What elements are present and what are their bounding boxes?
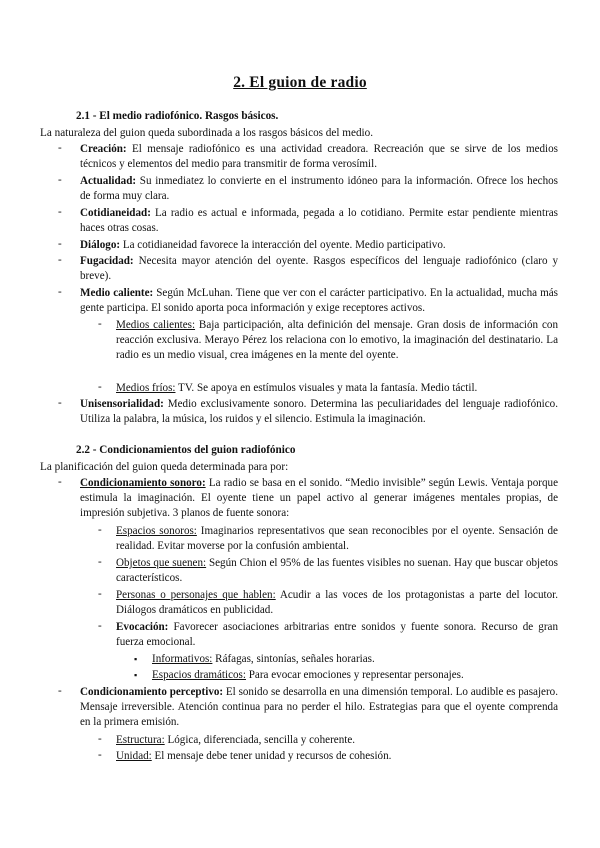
item-label: Condicionamiento sonoro: xyxy=(80,477,206,489)
sublist-item-espacios-sonoros xyxy=(116,524,558,554)
list-item-unisensorialidad xyxy=(80,397,558,427)
item-label: Medios fríos: xyxy=(116,382,176,394)
dash-bullet: - xyxy=(58,254,62,266)
dash-bullet: - xyxy=(58,286,62,298)
item-label: Fugacidad: xyxy=(80,255,134,267)
item-text: Lógica, diferenciada, sencilla y coherente. xyxy=(164,734,356,746)
sublist-item-personas xyxy=(116,588,558,618)
page-title: 2. El guion de radio xyxy=(233,74,367,91)
item-label: Cotidianeidad: xyxy=(80,207,151,219)
section-intro-2-2: La planificación del guion queda determinada para por: xyxy=(40,461,289,473)
dash-bullet: - xyxy=(58,685,62,697)
list-item-medio-caliente xyxy=(80,286,558,316)
section-heading-2-2: 2.2 - Condicionamientos del guion radiofónico xyxy=(76,444,296,456)
item-label: Medio caliente: xyxy=(80,287,154,299)
item-text: La cotidianeidad favorece la interacción del oyente. Medio participativo. xyxy=(120,239,446,251)
dash-bullet: - xyxy=(98,381,102,393)
sublist-item-estructura xyxy=(116,733,558,748)
item-label: Condicionamiento perceptivo: xyxy=(80,686,224,698)
list-item-fugacidad xyxy=(80,254,558,284)
item-label: Diálogo: xyxy=(80,239,121,251)
subsublist-item-espacios-dramaticos xyxy=(152,668,558,683)
list-item-condicionamiento-sonoro xyxy=(80,476,558,522)
item-text: La radio es actual e informada, pegada a lo cotidiano. Permite estar pendiente mientras haces otras cosas. xyxy=(80,207,558,235)
sublist-item-objetos-que-suenen xyxy=(116,556,558,586)
item-label: Personas o personajes que hablen: xyxy=(116,589,276,601)
sublist-item-unidad xyxy=(116,749,558,764)
item-text: Imaginarios representativos que sean reconocibles por el oyente. Sensación de realidad. Evitar moverse por la confusión ambiental. xyxy=(116,525,558,553)
dash-bullet: - xyxy=(58,238,62,250)
dash-bullet: - xyxy=(98,733,102,745)
item-text: Su inmediatez lo convierte en el instrumento idóneo para la información. Ofrece los hechos de forma muy clara. xyxy=(80,175,558,203)
list-item-condicionamiento-perceptivo xyxy=(80,685,558,731)
dash-bullet: - xyxy=(98,318,102,330)
sublist-item-medios-frios xyxy=(116,381,558,396)
item-text: Ráfagas, sintonías, señales horarias. xyxy=(212,653,375,665)
section-heading-2-1: 2.1 - El medio radiofónico. Rasgos básicos. xyxy=(76,110,279,122)
dash-bullet: - xyxy=(98,556,102,568)
item-label: Evocación: xyxy=(116,621,169,633)
list-item-dialogo xyxy=(80,238,558,253)
item-label: Objetos que suenen: xyxy=(116,557,207,569)
item-text: Necesita mayor atención del oyente. Rasgos específicos del lenguaje radiofónico (claro y breve). xyxy=(80,255,558,283)
dash-bullet: - xyxy=(98,524,102,536)
item-label: Informativos: xyxy=(152,653,213,665)
square-bullet: ▪ xyxy=(134,654,138,664)
list-item-actualidad xyxy=(80,174,558,204)
item-label: Unisensorialidad: xyxy=(80,398,164,410)
dash-bullet: - xyxy=(58,174,62,186)
item-label: Actualidad: xyxy=(80,175,137,187)
item-text: Favorecer asociaciones arbitrarias entre sonidos y fuente sonora. Recurso de gran fuerza emocional. xyxy=(116,621,558,649)
dash-bullet: - xyxy=(58,397,62,409)
square-bullet: ▪ xyxy=(134,670,138,680)
item-text: TV. Se apoya en estímulos visuales y mata la fantasía. Medio táctil. xyxy=(175,382,478,394)
subsublist-item-informativos xyxy=(152,652,558,667)
dash-bullet: - xyxy=(58,476,62,488)
item-text: Baja participación, alta definición del mensaje. Gran dosis de información con reacción exclusiva. Merayo Pérez los relaciona con lo emotivo, la imaginación del destinatario. La radio es un medio visual, crea imágenes en la mente del oyente. xyxy=(116,319,558,362)
item-text: La radio se basa en el sonido. “Medio invisible” según Lewis. Ventaja porque estimula la imaginación. El oyente tiene un papel activo al generar imágenes mentales propias, de impresión subjetiva. 3 planos de fuente sonora: xyxy=(80,477,558,520)
item-label: Estructura: xyxy=(116,734,165,746)
dash-bullet: - xyxy=(58,206,62,218)
item-text: Según McLuhan. Tiene que ver con el carácter participativo. En la actualidad, mucha más gente participa. El sonido aporta poca información y exige receptores activos. xyxy=(80,287,558,315)
item-text: Para evocar emociones y representar personajes. xyxy=(245,669,464,681)
item-text: El sonido se desarrolla en una dimensión temporal. Lo audible es pasajero. Mensaje irreversible. Atención continua para no perder el hilo. Estrategias para que el oyente comprenda en la primera emisión. xyxy=(80,686,558,729)
item-label: Unidad: xyxy=(116,750,152,762)
item-text: Medio exclusivamente sonoro. Determina las peculiaridades del lenguaje radiofónico. Utiliza la palabra, la música, los ruidos y el silencio. Estimula la imaginación. xyxy=(80,398,558,426)
dash-bullet: - xyxy=(98,749,102,761)
list-item-cotidianeidad xyxy=(80,206,558,236)
item-label: Medios calientes: xyxy=(116,319,196,331)
item-text: El mensaje debe tener unidad y recursos de cohesión. xyxy=(151,750,392,762)
item-text: Acudir a las voces de los protagonistas a parte del locutor. Diálogos dramáticos en publicidad. xyxy=(116,589,558,617)
item-text: Según Chion el 95% de las fuentes visibles no suenan. Hay que buscar objetos característicos. xyxy=(116,557,558,585)
dash-bullet: - xyxy=(98,588,102,600)
sublist-item-evocacion xyxy=(116,620,558,650)
item-text: El mensaje radiofónico es una actividad creadora. Recreación que se sirve de los medios técnicos y elementos del medio para transmitir de forma verosímil. xyxy=(80,143,558,171)
item-label: Espacios dramáticos: xyxy=(152,669,246,681)
dash-bullet: - xyxy=(98,620,102,632)
item-label: Creación: xyxy=(80,143,127,155)
dash-bullet: - xyxy=(58,142,62,154)
section-intro-2-1: La naturaleza del guion queda subordinada a los rasgos básicos del medio. xyxy=(40,127,374,139)
list-item-creacion xyxy=(80,142,558,172)
item-label: Espacios sonoros: xyxy=(116,525,197,537)
sublist-item-medios-calientes xyxy=(116,318,558,364)
